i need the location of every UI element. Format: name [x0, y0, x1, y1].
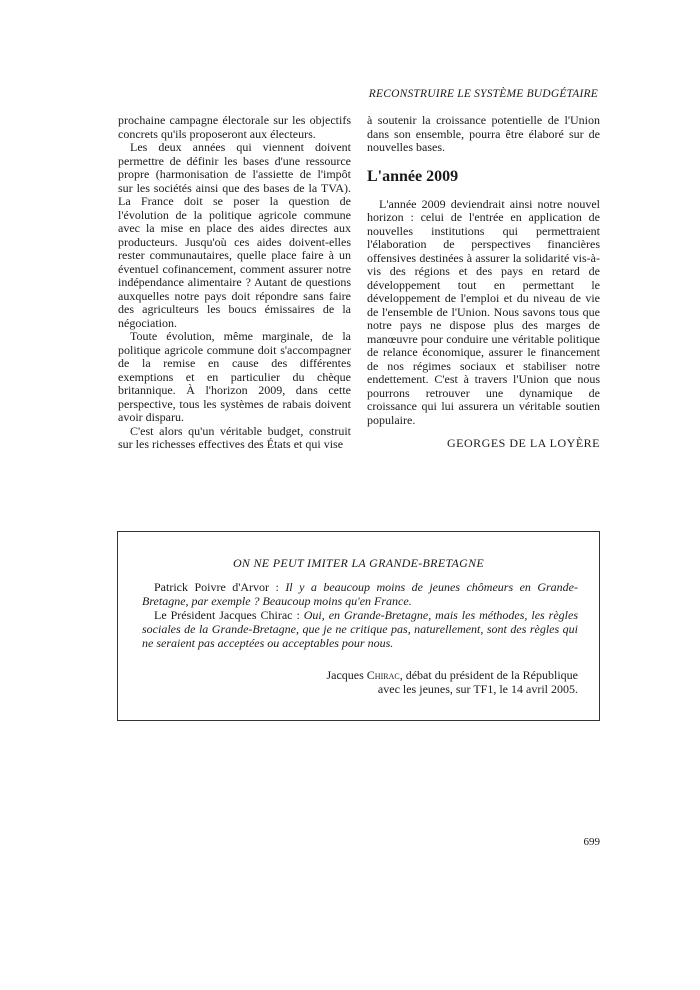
- paragraph: C'est alors qu'un véritable budget, construit sur les richesses effectives des États et qui vise: [118, 423, 351, 451]
- quote-text: Il y a beaucoup moins de jeunes chômeurs en Grande-Bretagne, par exemple ? Beaucoup moins qu'en France.: [142, 580, 579, 608]
- section-heading: L'année 2009: [367, 167, 459, 185]
- speaker-name: Patrick Poivre d'Arvor :: [154, 580, 279, 594]
- quote-source: [142, 668, 578, 696]
- source-line-2: avec les jeunes, sur TF1, le 14 avril 2005.: [377, 682, 578, 696]
- page-number: 699: [583, 836, 600, 848]
- source-line-1: , débat du président de la République: [399, 668, 578, 682]
- quote-text: Oui, en Grande-Bretagne, mais les méthodes, les règles sociales de la Grande-Bretagne, que je ne critique pas, naturellement, sont des règles qui ne seraient pas acceptées ou acceptables pour nous.: [142, 608, 578, 650]
- speaker-name: Le Président Jacques Chirac :: [154, 608, 300, 622]
- paragraph: prochaine campagne électorale sur les objectifs concrets qu'ils proposeront aux électeurs.: [118, 113, 351, 141]
- source-last-name: Chirac: [366, 668, 400, 682]
- author-signature: GEORGES DE LA LOYÈRE: [447, 436, 600, 450]
- paragraph: Les deux années qui viennent doivent permettre de définir les bases d'une ressource propre (harmonisation de l'assiette de l'impôt sur les sociétés ainsi que des bases de la TVA). La France doit se poser la question de l'évolution de la politique agricole commune avec la mise en place des aides directes aux producteurs. Jusqu'où ces aides doivent-elles rester communautaires, quelle place faire à un éventuel cofinancement, comment assurer notre indépendance alimentaire ? Autant de questions auxquelles notre pays doit répondre sans faire des agriculteurs les boucs émissaires de la négociation.: [118, 140, 351, 330]
- right-column: [367, 114, 600, 451]
- box-title: ON NE PEUT IMITER LA GRANDE-BRETAGNE: [232, 556, 485, 570]
- left-column: [118, 114, 351, 452]
- source-first-name: Jacques: [326, 668, 364, 682]
- dialogue-line: [142, 580, 578, 608]
- quote-box: [117, 531, 600, 721]
- box-body: [142, 580, 578, 650]
- paragraph: à soutenir la croissance potentielle de l'Union dans son ensemble, pourra être élaboré sur de nouvelles bases.: [367, 113, 600, 154]
- running-header: RECONSTRUIRE LE SYSTÈME BUDGÉTAIRE: [368, 88, 598, 100]
- dialogue-line: [142, 608, 578, 650]
- paragraph: L'année 2009 deviendrait ainsi notre nouvel horizon : celui de l'entrée en application de nouvelles institutions qui permettraient l'élaboration de perspectives financières offensives destinées à assurer la solidarité vis-à-vis des régions et des pays en retard de développement tout en permettant le développement de l'emploi et du niveau de vie de l'ensemble de l'Union. Nous savons tous que notre pays ne dispose plus des marges de manœuvre pour conduire une véritable politique de relance économique, assurer le financement de nos régimes sociaux et stabiliser notre endettement. C'est à travers l'Union que nous pourrons retrouver une dynamique de croissance qui lui assurera un véritable soutien populaire.: [367, 196, 600, 427]
- paragraph: Toute évolution, même marginale, de la politique agricole commune doit s'accompagner de la remise en cause des différentes exemptions et en particulier du chèque britannique. À l'horizon 2009, dans cette perspective, tous les systèmes de rabais doivent avoir disparu.: [118, 329, 351, 424]
